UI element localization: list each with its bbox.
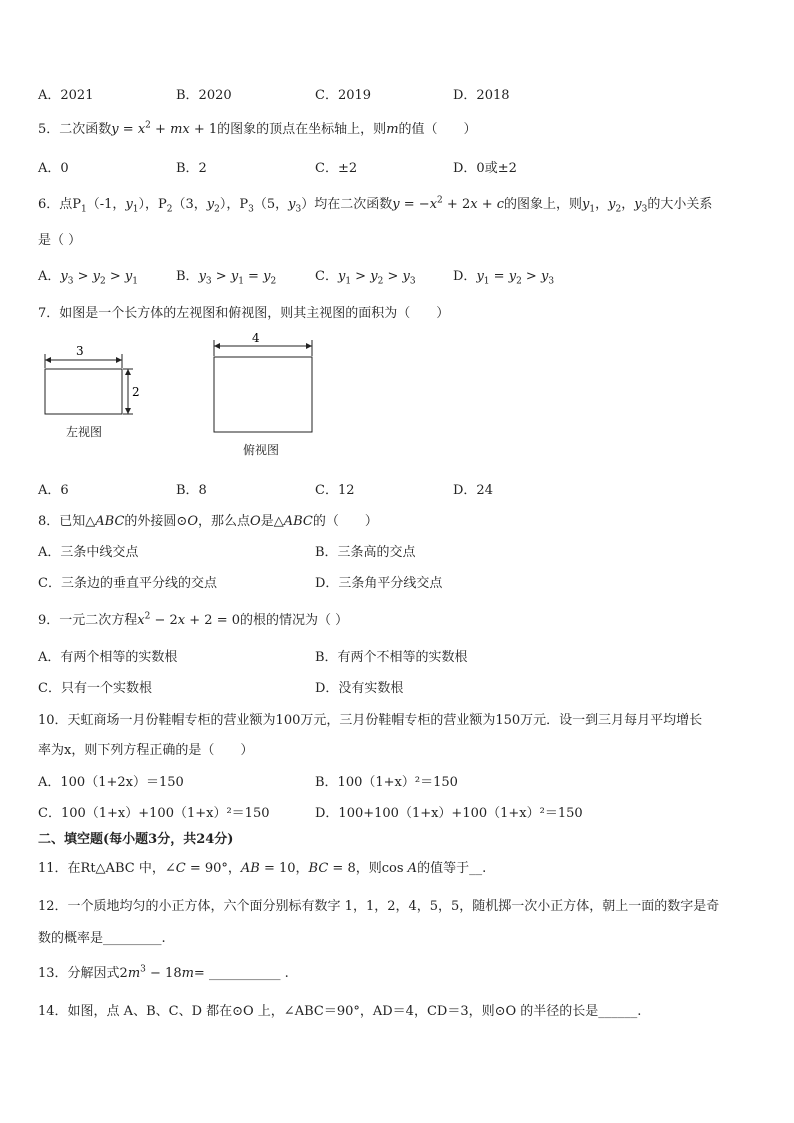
left-view-label: 左视图 [66,425,103,439]
q8-option-a: A．三条中线交点 [38,545,139,560]
top-view-rect [214,357,312,432]
q11-stem: 11．在Rt△ABC 中，∠C = 90°，AB = 10，BC = 8，则cos A的值等于__. [38,861,487,876]
q13-stem: 13．分解因式$2m^3 - 18m=$ ___________ . [38,964,289,981]
q7-option-a: A．6 [38,483,69,498]
q6-option-c: C．$y_1 > y_2 > y_3$ [315,269,416,287]
q7-stem: 7．如图是一个长方体的左视图和俯视图，则其主视图的面积为（ ） [38,306,450,321]
top-view-dim-width: 4 [252,331,260,345]
q10-stem-line1: 10．天虹商场一月份鞋帽专柜的营业额为100万元，三月份鞋帽专柜的营业额为150万元．设一到三月每月平均增长 [38,713,703,728]
q10-options-row1 [38,771,758,791]
q8-stem: 8．已知△ABC的外接圆⊙O，那么点O是△ABC的（ ） [38,514,378,529]
section-heading: 二、填空题(每小题3分，共24分) [38,832,234,847]
q9-options-row2 [38,677,758,697]
q12-stem-line1: 12．一个质地均匀的小正方体，六个面分别标有数字 1，1，2，4，5，5，随机掷一次小正方体，朝上一面的数字是奇 [38,899,720,914]
left-view-figure [38,340,148,420]
q4-option-c: C．2019 [315,88,372,103]
q4-option-b: B．2020 [176,88,232,103]
q9-option-c: C．只有一个实数根 [38,681,152,696]
top-view-label: 俯视图 [243,443,280,457]
q6-option-a: A．$y_3 > y_2 > y_1$ [38,269,139,287]
q9-option-a: A．有两个相等的实数根 [38,650,178,665]
q10-options-row2 [38,802,758,822]
top-view-figure [205,328,325,438]
q5-stem: 5．二次函数$y = x^2$ + mx + 1的图象的顶点在坐标轴上，则m的值（ ） [38,120,477,137]
q10-option-d: D．100+100（1+x）+100（1+x）²＝150 [315,806,583,821]
left-view-dim-width: 3 [76,344,84,358]
q7-options [38,479,758,499]
q8-option-b: B．三条高的交点 [315,545,416,560]
q8-options-row1 [38,541,758,561]
q5-option-c: C．±2 [315,161,358,176]
q6-option-d: D．$y_1 = y_2 > y_3$ [453,269,555,287]
q6-stem-line2: 是（ ） [38,233,82,248]
q5-option-d: D．0或±2 [453,161,517,176]
q5-formula: y [111,122,119,137]
left-view-dim-height: 2 [132,385,140,399]
q9-stem: 9．一元二次方程$x^2 - 2x + 2 = 0$的根的情况为（ ） [38,611,349,628]
q5-option-a: A．0 [38,161,69,176]
q6-stem: 6．点$P_1(-1$，$y_1$），$P_2(3$，$y_2$），$P_3(5$，$y_3$）均在二次函数$y = -x^2 + 2x + c$的图象上，则$y_1$，$y_2$，$y_3$的大小关系 [38,195,713,215]
q5-option-b: B．2 [176,161,207,176]
q10-option-c: C．100（1+x）+100（1+x）²＝150 [38,806,270,821]
q8-option-d: D．三条角平分线交点 [315,576,443,591]
q7-option-c: C．12 [315,483,355,498]
q8-options-row2 [38,572,758,592]
left-view-rect [45,369,122,414]
q6-option-b: B．$y_3 > y_1 = y_2$ [176,269,277,287]
q5-options [38,157,758,177]
q10-stem-line2: 率为x，则下列方程正确的是（ ） [38,743,254,758]
q4-options [38,84,758,104]
q14-stem: 14．如图，点 A、B、C、D 都在⊙O 上，∠ABC＝90°，AD＝4，CD＝3，则⊙O 的半径的长是______. [38,1004,642,1019]
q4-option-a: A．2021 [38,88,94,103]
q6-options [38,265,758,285]
q7-option-d: D．24 [453,483,493,498]
q7-option-b: B．8 [176,483,207,498]
q10-option-a: A．100（1+2x）＝150 [38,775,184,790]
q9-option-b: B．有两个不相等的实数根 [315,650,468,665]
q9-options-row1 [38,646,758,666]
q12-stem-line2: 数的概率是_________. [38,931,166,946]
q9-option-d: D．没有实数根 [315,681,404,696]
q10-option-b: B．100（1+x）²＝150 [315,775,458,790]
q8-option-c: C．三条边的垂直平分线的交点 [38,576,217,591]
q4-option-d: D．2018 [453,88,510,103]
